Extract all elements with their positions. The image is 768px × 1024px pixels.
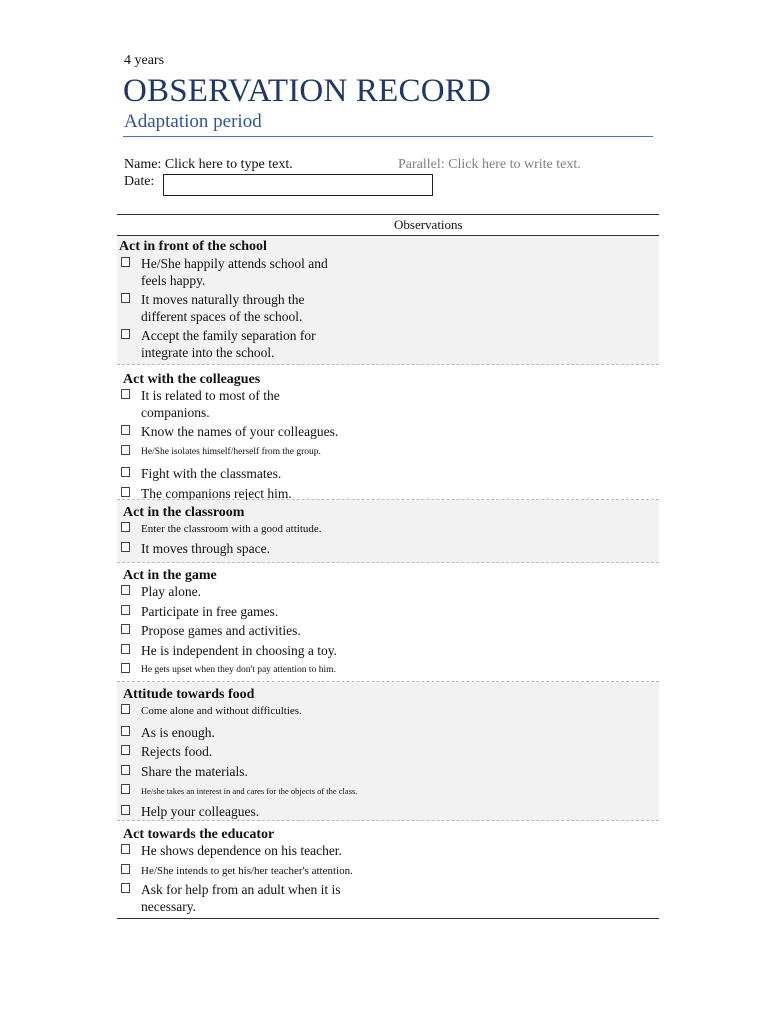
checklist-item[interactable]: Rejects food. <box>117 744 351 761</box>
checklist-item[interactable]: He gets upset when they don't pay attention to him. <box>117 662 441 679</box>
section-title: Attitude towards food <box>123 687 255 702</box>
section-act-educator <box>117 821 659 919</box>
checkbox[interactable] <box>121 726 130 736</box>
observations-column-header: Observations <box>394 217 463 232</box>
checklist-item[interactable]: Know the names of your colleagues. <box>117 424 441 441</box>
checklist-item[interactable]: He/She isolates himself/herself from the group. <box>117 444 441 461</box>
checkbox[interactable] <box>121 293 130 303</box>
checklist-item[interactable]: Accept the family separation for integrate into the school. <box>117 328 351 361</box>
checklist-item[interactable]: He/she takes an interest in and cares for the objects of the class. <box>117 783 461 801</box>
checklist-item[interactable]: Ask for help from an adult when it is necessary. <box>117 882 351 915</box>
checklist-item[interactable]: Come alone and without difficulties. <box>117 703 441 720</box>
checkbox[interactable] <box>121 425 130 435</box>
checkbox[interactable] <box>121 605 130 615</box>
checkbox[interactable] <box>121 542 130 552</box>
checkbox[interactable] <box>121 805 130 815</box>
checklist-item[interactable]: Enter the classroom with a good attitude. <box>117 521 441 538</box>
checklist-item[interactable]: He/She intends to get his/her teacher's attention. <box>117 863 441 880</box>
title-divider <box>123 136 653 137</box>
checkbox[interactable] <box>121 704 130 714</box>
checkbox[interactable] <box>121 585 130 595</box>
checkbox[interactable] <box>121 844 130 854</box>
checkbox[interactable] <box>121 745 130 755</box>
checklist-item[interactable]: Help your colleagues. <box>117 804 351 821</box>
checkbox[interactable] <box>121 864 130 874</box>
checkbox[interactable] <box>121 329 130 339</box>
checklist-item[interactable]: Fight with the classmates. <box>117 466 351 483</box>
section-title: Act in the game <box>123 568 217 583</box>
section-title: Act in front of the school <box>119 239 267 254</box>
checklist-item[interactable]: The companions reject him. <box>117 486 351 503</box>
checkbox[interactable] <box>121 663 130 673</box>
checkbox[interactable] <box>121 445 130 455</box>
parallel-field[interactable]: Parallel: Click here to write text. <box>398 157 581 172</box>
checkbox[interactable] <box>121 624 130 634</box>
section-act-front-school <box>117 236 659 365</box>
checklist-item[interactable]: He shows dependence on his teacher. <box>117 843 441 860</box>
section-title: Act in the classroom <box>123 505 245 520</box>
section-title: Act towards the educator <box>123 827 275 842</box>
table-header <box>117 214 659 236</box>
checklist-item[interactable]: Participate in free games. <box>117 604 351 621</box>
section-attitude-food <box>117 682 659 821</box>
checklist-item[interactable]: Propose games and activities. <box>117 623 351 640</box>
checklist-item[interactable]: Play alone. <box>117 584 351 601</box>
observation-table <box>117 214 659 919</box>
page-title: OBSERVATION RECORD <box>123 73 491 109</box>
section-act-classroom <box>117 500 659 563</box>
checklist-item[interactable]: As is enough. <box>117 725 351 742</box>
checkbox[interactable] <box>121 467 130 477</box>
section-act-colleagues <box>117 365 659 500</box>
checkbox[interactable] <box>121 487 130 497</box>
checkbox[interactable] <box>121 784 130 794</box>
checkbox[interactable] <box>121 389 130 399</box>
checklist-item[interactable]: It is related to most of the companions. <box>117 388 351 421</box>
section-title: Act with the colleagues <box>123 372 261 387</box>
date-label: Date: <box>124 174 155 189</box>
checkbox[interactable] <box>121 765 130 775</box>
section-act-game <box>117 563 659 682</box>
name-field[interactable]: Name: Click here to type text. <box>124 157 293 172</box>
checkbox[interactable] <box>121 257 130 267</box>
age-label: 4 years <box>124 53 165 68</box>
page-subtitle: Adaptation period <box>124 111 262 132</box>
checkbox[interactable] <box>121 522 130 532</box>
checklist-item[interactable]: He/She happily attends school and feels happy. <box>117 256 351 289</box>
checklist-item[interactable]: It moves through space. <box>117 541 351 558</box>
date-input[interactable] <box>163 174 433 196</box>
checklist-item[interactable]: He is independent in choosing a toy. <box>117 643 441 660</box>
checklist-item[interactable]: Share the materials. <box>117 764 351 781</box>
checklist-item[interactable]: It moves naturally through the different spaces of the school. <box>117 292 351 325</box>
checkbox[interactable] <box>121 644 130 654</box>
checkbox[interactable] <box>121 883 130 893</box>
